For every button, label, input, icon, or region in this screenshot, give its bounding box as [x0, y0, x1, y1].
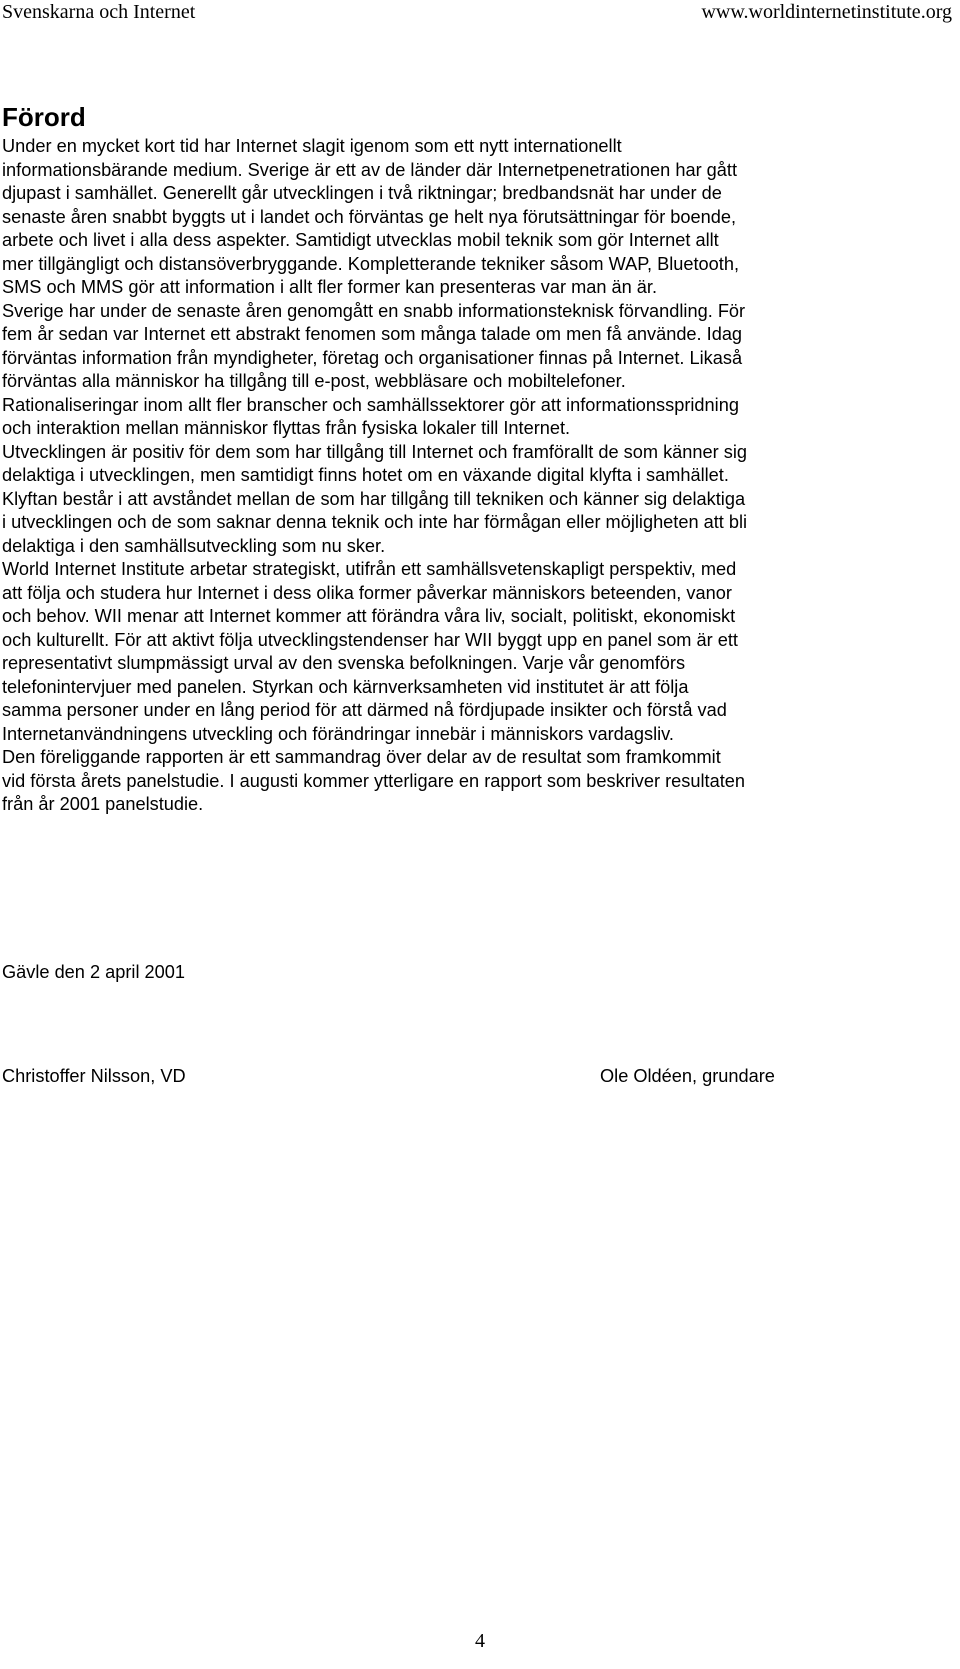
text-line: och kulturellt. För att aktivt följa utvecklingstendenser har WII byggt upp en panel som är ett [2, 629, 738, 650]
text-line: senaste åren snabbt byggts ut i landet och förväntas ge helt nya förutsättningar för boende, [2, 206, 737, 227]
text-line: att följa och studera hur Internet i dess olika former påverkar människors beteenden, vanor [2, 582, 732, 603]
text-line: samma personer under en lång period för att därmed nå fördjupade insikter och förstå vad [2, 700, 727, 720]
signature-right: Ole Oldéen, grundare [600, 1066, 775, 1086]
text-line: Sverige har under de senaste åren genomgått en snabb informationsteknisk förvandling. För [2, 300, 746, 321]
text-line: SMS och MMS gör att information i allt fler former kan presenteras var man än är. [2, 277, 658, 297]
text-line: i utvecklingen och de som saknar denna teknik och inte har förmågan eller möjligheten att bli [2, 512, 748, 532]
header-title: Svenskarna och Internet [2, 1, 196, 23]
text-line: och interaktion mellan människor flyttas från fysiska lokaler till Internet. [2, 418, 571, 438]
text-line: representativt slumpmässigt urval av den svenska befolkningen. Varje vår genomförs [2, 653, 686, 673]
section-heading: Förord [2, 102, 86, 132]
text-line: delaktiga i utvecklingen, men samtidigt finns hotet om en växande digital klyfta i samhället. [2, 465, 729, 485]
text-line: Internetanvändningens utveckling och förändringar innebär i människors vardagsliv. [2, 723, 674, 744]
page-number: 4 [475, 1630, 485, 1652]
text-line: delaktiga i den samhällsutveckling som nu sker. [2, 535, 386, 556]
text-line: arbete och livet i alla dess aspekter. Samtidigt utvecklas mobil teknik som gör Internet allt [2, 230, 719, 250]
text-line: mer tillgängligt och distansöverbryggande. Kompletterande tekniker såsom WAP, Bluetooth, [2, 253, 739, 274]
text-line: Under en mycket kort tid har Internet slagit igenom som ett nytt internationellt [2, 136, 622, 156]
header-url: www.worldinternetinstitute.org [701, 1, 952, 23]
page-header [0, 0, 952, 28]
text-line: djupast i samhället. Generellt går utvecklingen i två riktningar; bredbandsnät har under de [2, 183, 722, 203]
text-line: Rationaliseringar inom allt fler branscher och samhällssektorer gör att informationsspridning [2, 394, 739, 415]
text-line: informationsbärande medium. Sverige är ett av de länder där Internetpenetrationen har gått [2, 159, 738, 180]
body-text [2, 135, 952, 817]
text-line: fem år sedan var Internet ett abstrakt fenomen som många talade om men få använde. Idag [2, 324, 743, 344]
signature-left: Christoffer Nilsson, VD [2, 1066, 186, 1086]
text-line: från år 2001 panelstudie. [2, 794, 204, 814]
text-line: förväntas information från myndigheter, företag och organisationer finnas på Internet. Likaså [2, 347, 743, 368]
text-line: vid första årets panelstudie. I augusti kommer ytterligare en rapport som beskriver resultaten [2, 770, 745, 791]
place-date: Gävle den 2 april 2001 [2, 962, 186, 982]
text-line: World Internet Institute arbetar strategiskt, utifrån ett samhällsvetenskapligt perspektiv, med [2, 559, 737, 579]
text-line: Den föreliggande rapporten är ett sammandrag över delar av de resultat som framkommit [2, 747, 721, 767]
text-line: Klyftan består i att avståndet mellan de som har tillgång till tekniken och känner sig delaktiga [2, 488, 746, 509]
text-line: Utvecklingen är positiv för dem som har tillgång till Internet och framförallt de som känner sig [2, 441, 748, 462]
text-line: och behov. WII menar att Internet kommer att förändra våra liv, socialt, politiskt, ekonomiskt [2, 606, 736, 626]
text-line: telefonintervjuer med panelen. Styrkan och kärnverksamheten vid institutet är att följa [2, 676, 689, 697]
text-line: förväntas alla människor ha tillgång till e-post, webbläsare och mobiltelefoner. [2, 371, 626, 391]
